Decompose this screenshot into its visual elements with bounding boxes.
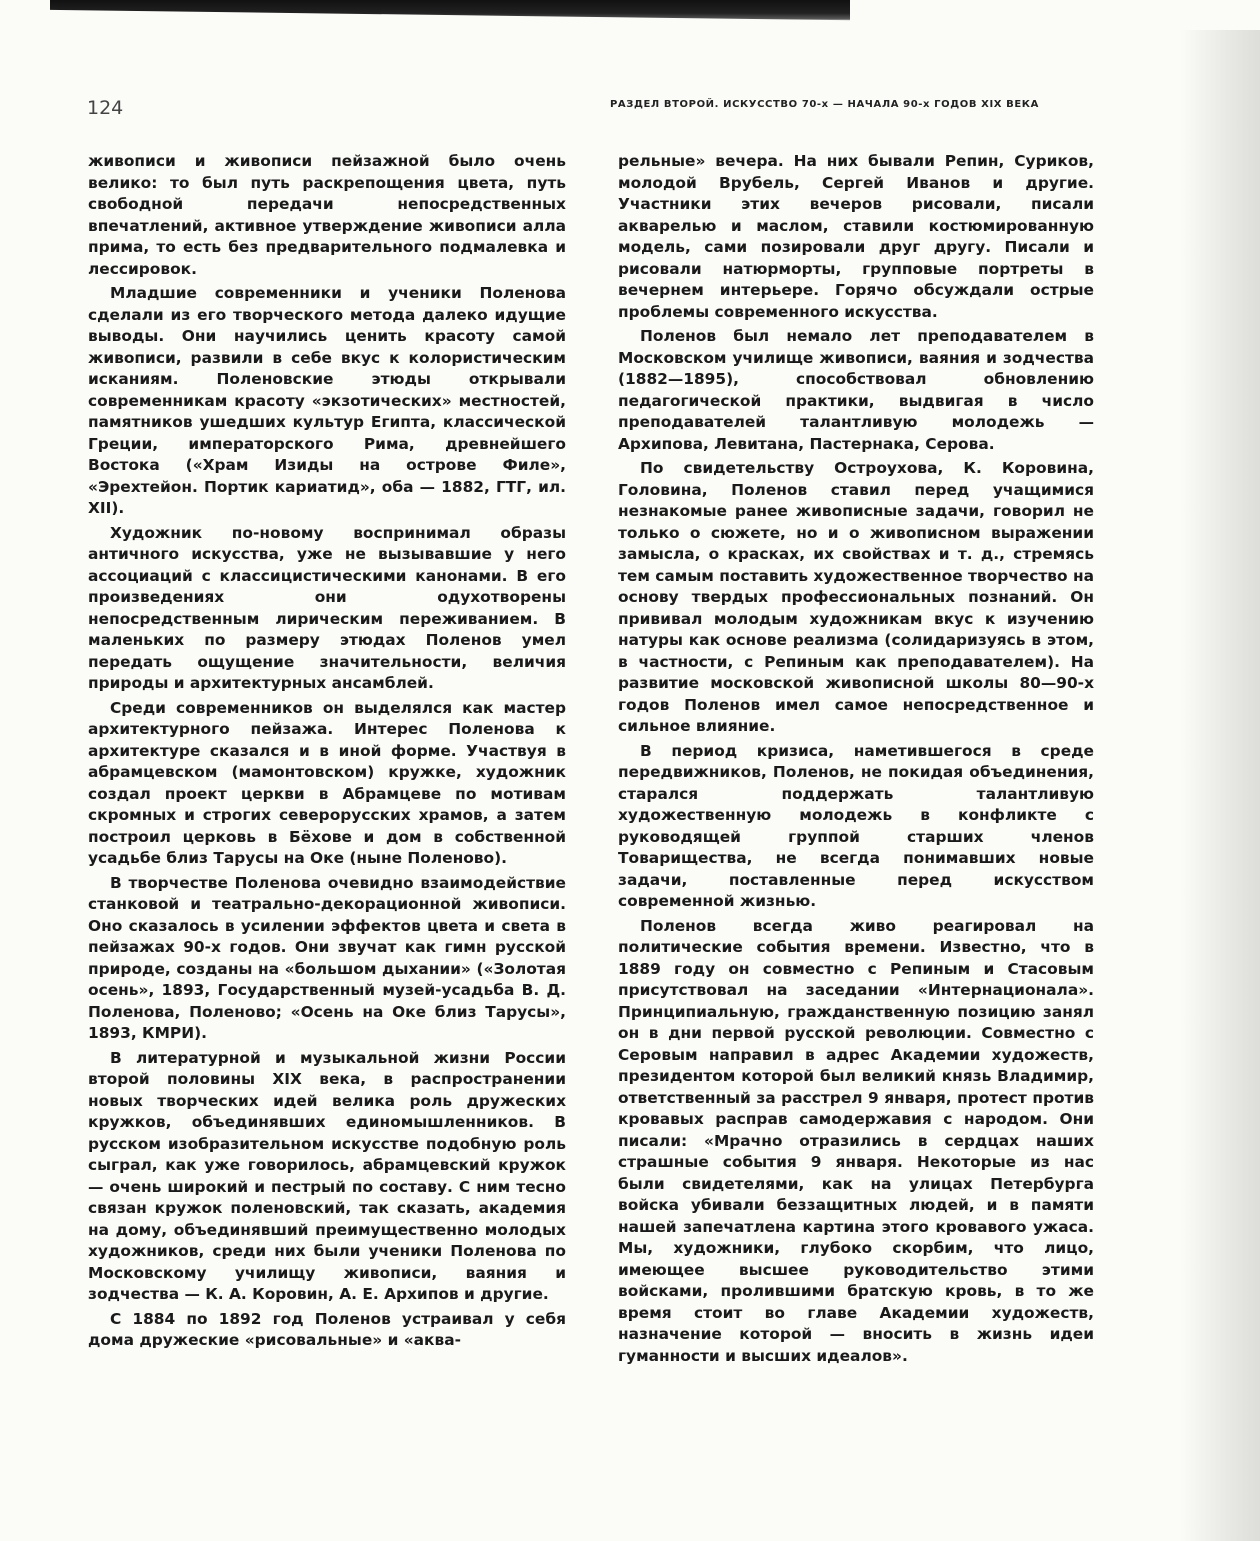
right-column (618, 151, 1094, 1367)
paragraph: рельные» вечера. На них бывали Репин, Суриков, молодой Врубель, Сергей Иванов и другие. Участники этих вечеров рисовали, писали акварелью и маслом, ставили костюмированную модель, сами позировали друг другу. Писали и рисовали натюрморты, групповые портреты в вечернем интерьере. Горячо обсуждали острые проблемы современного искусства. (618, 152, 1094, 321)
paragraph: В литературной и музыкальной жизни России второй половины XIX века, в распространении новых творческих идей велика роль дружеских кружков, объединявших единомышленников. В русском изобразительном искусстве подобную роль сыграл, как уже говорилось, абрамцевский кружок — очень широкий и пестрый по составу. С ним тесно связан кружок поленовский, так сказать, академия на дому, объединявший преимущественно молодых художников, среди них были ученики Поленова по Московскому училищу живописи, ваяния и зодчества — К. А. Коровин, А. Е. Архипов и другие. (88, 1048, 566, 1303)
left-column (88, 151, 566, 1352)
page-number: 124 (87, 97, 124, 119)
running-head: РАЗДЕЛ ВТОРОЙ. ИСКУССТВО 70-х — НАЧАЛА 90-х ГОДОВ XIX ВЕКА (610, 99, 1039, 110)
scan-edge-shadow (50, 0, 850, 22)
paragraph: В творчестве Поленова очевидно взаимодействие станковой и театрально-декорационной живописи. Оно сказалось в усилении эффектов цвета и света в пейзажах 90-х годов. Они звучат как гимн русской природе, созданы на «большом дыхании» («Золотая осень», 1893, Государственный музей-усадьба В. Д. Поленова, Поленово; «Осень на Оке близ Тарусы», 1893, КМРИ). (88, 873, 566, 1042)
paragraph: По свидетельству Остроухова, К. Коровина, Головина, Поленов ставил перед учащимися незнакомые ранее живописные задачи, говорил не только о сюжете, но и о живописном выражении замысла, о красках, их свойствах и т. д., стремясь тем самым поставить художественное творчество на основу твердых профессиональных познаний. Он прививал молодым художникам вкус к изучению натуры как основе реализма (солидаризуясь в этом, в частности, с Репиным как преподавателем). На развитие московской живописной школы 80—90-х годов Поленов имел самое непосредственное и сильное влияние. (618, 459, 1094, 735)
paragraph: С 1884 по 1892 год Поленов устраивал у себя дома дружеские «рисовальные» и «аква- (88, 1309, 566, 1349)
paragraph: живописи и живописи пейзажной было очень велико: то был путь раскрепощения цвета, путь свободной передачи непосредственных впечатлений, активное утверждение живописи алла прима, то есть без предварительного подмалевка и лессировок. (88, 152, 566, 278)
paragraph: Среди современников он выделялся как мастер архитектурного пейзажа. Интерес Поленова к архитектуре сказался и в иной форме. Участвуя в абрамцевском (мамонтовском) кружке, художник создал проект церкви в Абрамцеве по мотивам скромных и строгих северорусских храмов, а затем построил церковь в Бёхове и дом в собственной усадьбе близ Тарусы на Оке (ныне Поленово). (88, 698, 566, 867)
paragraph: Художник по-новому воспринимал образы античного искусства, уже не вызывавшие у него ассоциаций с классицистическими канонами. В его произведениях они одухотворены непосредственным лирическим переживанием. В маленьких по размеру этюдах Поленов умел передать ощущение значительности, величия природы и архитектурных ансамблей. (88, 523, 566, 692)
paragraph: В период кризиса, наметившегося в среде передвижников, Поленов, не покидая объединения, старался поддержать талантливую художественную молодежь в конфликте с руководящей группой старших членов Товарищества, не всегда понимавших новые задачи, поставленные перед искусством современной жизнью. (618, 741, 1094, 910)
paragraph: Поленов всегда живо реагировал на политические события времени. Известно, что в 1889 году он совместно с Репиным и Стасовым присутствовал на заседании «Интернационала». Принципиальную, гражданственную позицию занял он в дни первой русской революции. Совместно с Серовым направил в адрес Академии художеств, президентом которой был великий князь Владимир, ответственный за расстрел 9 января, протест против кровавых расправ самодержавия с народом. Они писали: «Мрачно отразились в сердцах наших страшные события 9 января. Некоторые из нас были свидетелями, как на улицах Петербурга войска убивали беззащитных людей, и в памяти нашей запечатлена картина этого кровавого ужаса. Мы, художники, глубоко скорбим, что лицо, имеющее высшее руководительство этими войсками, пролившими братскую кровь, в то же время стоит во главе Академии художеств, назначение которой — вносить в жизнь идеи гуманности и высших идеалов». (618, 916, 1094, 1365)
paragraph: Младшие современники и ученики Поленова сделали из его творческого метода далеко идущие выводы. Они научились ценить красоту самой живописи, развили в себе вкус к колористическим исканиям. Поленовские этюды открывали современникам красоту «экзотических» местностей, памятников ушедших культур Египта, классической Греции, императорского Рима, древнейшего Востока («Храм Изиды на острове Филе», «Эрехтейон. Портик кариатид», оба — 1882, ГТГ, ил. XII). (88, 284, 566, 517)
page-fold-shadow (1180, 30, 1260, 1541)
paragraph: Поленов был немало лет преподавателем в Московском училище живописи, ваяния и зодчества (1882—1895), способствовал обновлению педагогической практики, выдвигая в число преподавателей талантливую молодежь — Архипова, Левитана, Пастернака, Серова. (618, 327, 1094, 453)
